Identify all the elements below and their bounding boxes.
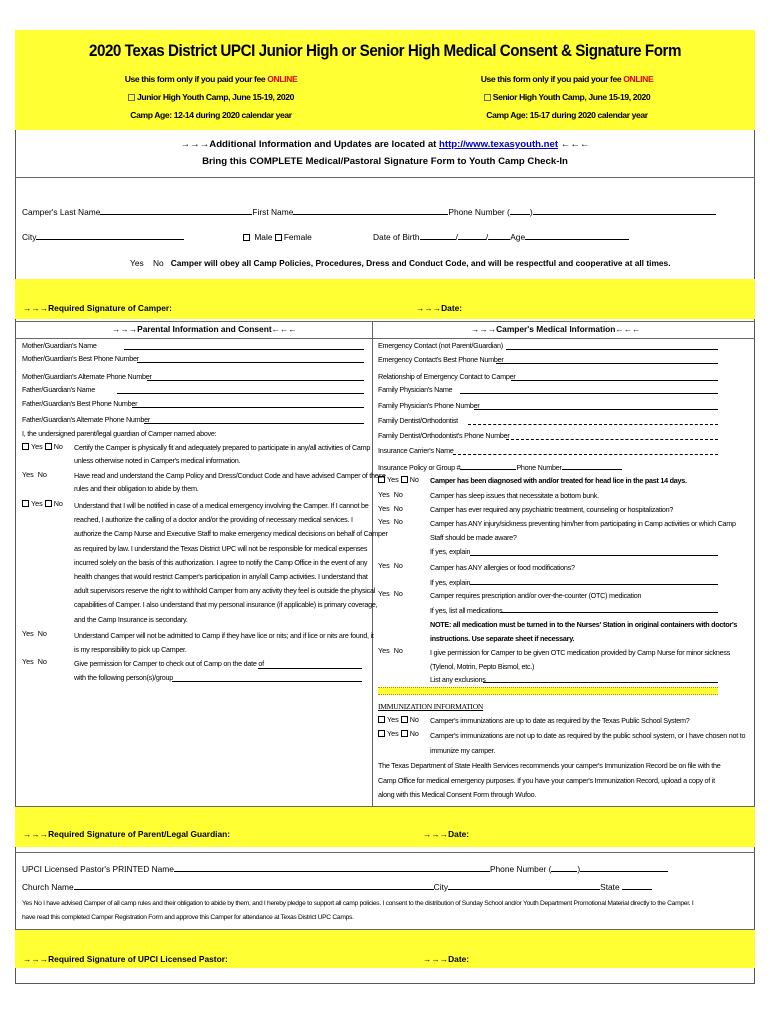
church-name-field[interactable] <box>74 880 434 890</box>
checkbox-icon[interactable] <box>128 94 135 101</box>
policy-number-field[interactable] <box>460 460 516 470</box>
insurance-carrier-field[interactable] <box>453 445 718 455</box>
pastor-yes-option[interactable]: Yes <box>22 900 33 907</box>
female-checkbox[interactable] <box>275 234 282 241</box>
no-option[interactable]: No <box>152 258 164 268</box>
father-alt-phone-field[interactable] <box>144 414 364 424</box>
med-3-text: Camper has ever required any psychiatric treatment, counseling or hospitalization? <box>430 505 674 514</box>
online-label: ONLINE <box>267 74 298 84</box>
medications-field[interactable] <box>500 603 718 613</box>
med-6-yes-no[interactable]: Yes No <box>378 589 403 598</box>
pastor-area-code-field[interactable] <box>551 862 577 872</box>
consent-3-yes-no[interactable]: Yes No <box>22 499 63 508</box>
medical-heading: →→→Camper's Medical Information←←← <box>471 324 641 334</box>
med-2-text: Camper has sleep issues that necessitate a bottom bunk. <box>430 491 599 500</box>
online-label: ONLINE <box>623 74 654 84</box>
med-6-text: Camper requires prescription and/or over-the-counter (OTC) medication If yes, list all medications <box>430 591 642 615</box>
dob-row: Date of Birth / / Age <box>373 230 629 244</box>
imm-1-text: Camper's immunizations are up to date as required by the Texas Public School System? <box>430 716 690 725</box>
dob-day-field[interactable] <box>458 230 486 240</box>
camper-phone-field[interactable] <box>533 205 716 215</box>
consent-1-text: Certify the Camper is physically fit and adequately prepared to participate in any/all activities of Camp unless otherwise noted in Camper's medical information. <box>74 443 371 465</box>
camper-date-label: →→→Date: <box>416 303 463 313</box>
checkout-date-field[interactable] <box>258 659 362 669</box>
father-name-field[interactable] <box>117 384 364 394</box>
pastor-name-field[interactable] <box>174 862 490 872</box>
undersigned-text: I, the undersigned parent/legal guardian of Camper named above: <box>22 429 217 438</box>
last-name-field[interactable] <box>100 205 252 215</box>
mother-name-field[interactable] <box>124 340 364 350</box>
gender-row: Male Female <box>243 230 312 244</box>
age-field[interactable] <box>525 230 629 240</box>
emergency-phone-field[interactable] <box>496 354 718 364</box>
info-block: →→→Additional Information and Updates are located at http://www.texasyouth.net ←←← Bring this COMPLETE Medical/Pastoral Signature Form to Youth Camp Check-In <box>15 136 755 170</box>
dentist-phone-field[interactable] <box>506 430 718 440</box>
parental-heading: →→→Parental Information and Consent←←← <box>112 324 297 334</box>
church-row: Church Name City State <box>22 880 652 894</box>
dentist-field[interactable] <box>468 415 718 425</box>
male-checkbox[interactable] <box>243 234 250 241</box>
immunization-heading: IMMUNIZATION INFORMATION <box>378 702 484 711</box>
parent-signature-bar[interactable] <box>15 807 755 847</box>
otc-exclusions-field[interactable] <box>483 673 718 683</box>
med-1-yes-no[interactable]: Yes No <box>378 475 419 484</box>
med-7-text: I give permission for Camper to be given OTC medication provided by Camp Nurse for minor sickness (Tylenol, Motrin, Pepto Bismol, etc.) List any exclusions <box>430 648 731 684</box>
med-5-text: Camper has ANY allergies or food modifications? If yes, explain <box>430 563 575 587</box>
medication-note: NOTE: all medication must be turned in to the Nurses' Station in original containers with doctor's instructions. Use separate sheet if necessary. <box>430 620 738 643</box>
pastor-name-row: UPCI Licensed Pastor's PRINTED Name Phone Number ( ) <box>22 862 668 876</box>
physician-phone-field[interactable] <box>474 400 718 410</box>
med-5-explain-field[interactable] <box>470 575 718 585</box>
consent-4-yes-no[interactable]: Yes No <box>22 629 47 638</box>
emergency-relationship-field[interactable] <box>511 371 718 381</box>
separator-band <box>378 687 718 695</box>
med-4-yes-no[interactable]: Yes No <box>378 517 403 526</box>
first-name-field[interactable] <box>293 205 448 215</box>
insurance-phone-field[interactable] <box>562 460 622 470</box>
consent-5-yes-no[interactable]: Yes No <box>22 657 47 666</box>
med-4-text: Camper has ANY injury/sickness preventing him/her from participating in Camp activities or which Camp Staff should be made aware? If yes, explain <box>430 519 736 556</box>
consent-4-text: Understand Camper will not be admitted to Camp if they have lice or nits; and if lice or nits are found, it is my responsibility to pick up Camper. <box>74 631 374 654</box>
mother-phone-field[interactable] <box>137 353 364 363</box>
consent-2-yes-no[interactable]: Yes No <box>22 470 47 479</box>
med-1-text: Camper has been diagnosed with and/or treated for head lice in the past 14 days. <box>430 476 687 485</box>
camper-signature-label: →→→Required Signature of Camper: <box>23 303 172 313</box>
pastor-phone-field[interactable] <box>580 862 668 872</box>
camper-signature-bar[interactable] <box>15 279 755 319</box>
father-phone-field[interactable] <box>132 398 364 408</box>
parent-signature-label: →→→Required Signature of Parent/Legal Guardian: <box>23 829 231 839</box>
obey-row <box>130 256 671 270</box>
emergency-contact-field[interactable] <box>506 340 718 350</box>
physician-name-field[interactable] <box>460 384 718 394</box>
header-banner <box>15 30 755 130</box>
med-4-explain-field[interactable] <box>470 546 718 556</box>
yes-option[interactable]: Yes <box>130 258 144 268</box>
med-7-yes-no[interactable]: Yes No <box>378 646 403 655</box>
senior-high-info: Use this form only if you paid your fee ONLINE Senior High Youth Camp, June 15-19, 2020 Camp Age: 15-17 during 2020 calendar year <box>480 74 654 120</box>
obey-statement: Camper will obey all Camp Policies, Procedures, Dress and Conduct Code, and will be respectful and cooperative at all times. <box>170 258 671 268</box>
pastor-no-option[interactable]: No <box>33 900 42 907</box>
parent-date-label: →→→Date: <box>423 829 470 839</box>
checkbox-icon[interactable] <box>484 94 491 101</box>
imm-2-text: Camper's immunizations are not up to date as required by the public school system, or I have chosen not to immunize my camper. <box>430 731 746 755</box>
dob-month-field[interactable] <box>420 230 456 240</box>
camper-city-row: City <box>22 230 184 244</box>
imm-2-yes-no[interactable]: Yes No <box>378 729 419 738</box>
pastor-signature-label: →→→Required Signature of UPCI Licensed Pastor: <box>23 954 228 964</box>
city-field[interactable] <box>36 230 184 240</box>
pastor-date-label: →→→Date: <box>423 954 470 964</box>
checkout-person-field[interactable] <box>172 672 362 682</box>
church-state-field[interactable] <box>622 880 652 890</box>
med-3-yes-no[interactable]: Yes No <box>378 504 403 513</box>
consent-3-text: Understand that I will be notified in case of a medical emergency involving the Camper. If I cannot be reached, I authorize the calling of a doctor and/or the providing of necessary medical services. I authorize the Camp Nurse and Executive Staff to make emergency medical decisions on behalf of Camper as required by law. I understand the Texas District UPC will not be responsible for medical expenses incurred solely on the basis of this authorization. I agree to notify the Camp Office in the event of any health changes that would restrict Camper's participation in any/all Camp activities. I understand that adult supervisors reserve the right to withhold Camper from any activity they feel is outside the physical capabilities of Camper. I also understand that my personal insurance (if applicable) is primary coverage, and the Camp Insurance is secondary. <box>74 501 388 624</box>
pastor-signature-bar[interactable] <box>15 930 755 968</box>
church-city-field[interactable] <box>448 880 600 890</box>
bring-instruction: Bring this COMPLETE Medical/Pastoral Signature Form to Youth Camp Check-In <box>202 156 568 167</box>
med-5-yes-no[interactable]: Yes No <box>378 561 403 570</box>
dob-year-field[interactable] <box>488 230 510 240</box>
imm-1-yes-no[interactable]: Yes No <box>378 715 419 724</box>
junior-high-info: Use this form only if you paid your fee ONLINE Junior High Youth Camp, June 15-19, 2020 Camp Age: 12-14 during 2020 calendar year <box>124 74 298 120</box>
consent-5-text: Give permission for Camper to check out of Camp on the date of with the following person(s)/group <box>74 659 264 682</box>
area-code-field[interactable] <box>510 205 530 215</box>
camper-name-row: Camper's Last Name First Name Phone Number ( ) <box>22 205 716 219</box>
pastor-statement: Yes No I have advised Camper of all camp rules and their obligation to abide by them, and I hereby pledge to support all camp policies. I consent to the distribution of Sunday School and/or Youth Department Promotional Material directly to the Camper. I have read this completed Camper Registration Form and approve this Camper for attendance at Texas District UPC Camps. <box>22 900 694 921</box>
consent-2-text: Have read and understand the Camp Policy and Dress/Conduct Code and have advised Camper of these rules and their obligation to abide by them. <box>74 471 386 493</box>
immunization-note: The Texas Department of State Health Services recommends your camper's Immunization Record be on file with the Camp Office for medical emergency purposes. If you have your camper's Immunization Record, upload a copy of it along with this Medical Consent Form through Wufoo. <box>378 761 721 799</box>
form-title: 2020 Texas District UPCI Junior High or Senior High Medical Consent & Signature Form <box>88 42 682 60</box>
mother-alt-phone-field[interactable] <box>147 371 364 381</box>
consent-1-yes-no[interactable]: Yes No <box>22 442 63 451</box>
med-2-yes-no[interactable]: Yes No <box>378 490 403 499</box>
texasyouth-link[interactable]: http://www.texasyouth.net <box>439 139 559 150</box>
